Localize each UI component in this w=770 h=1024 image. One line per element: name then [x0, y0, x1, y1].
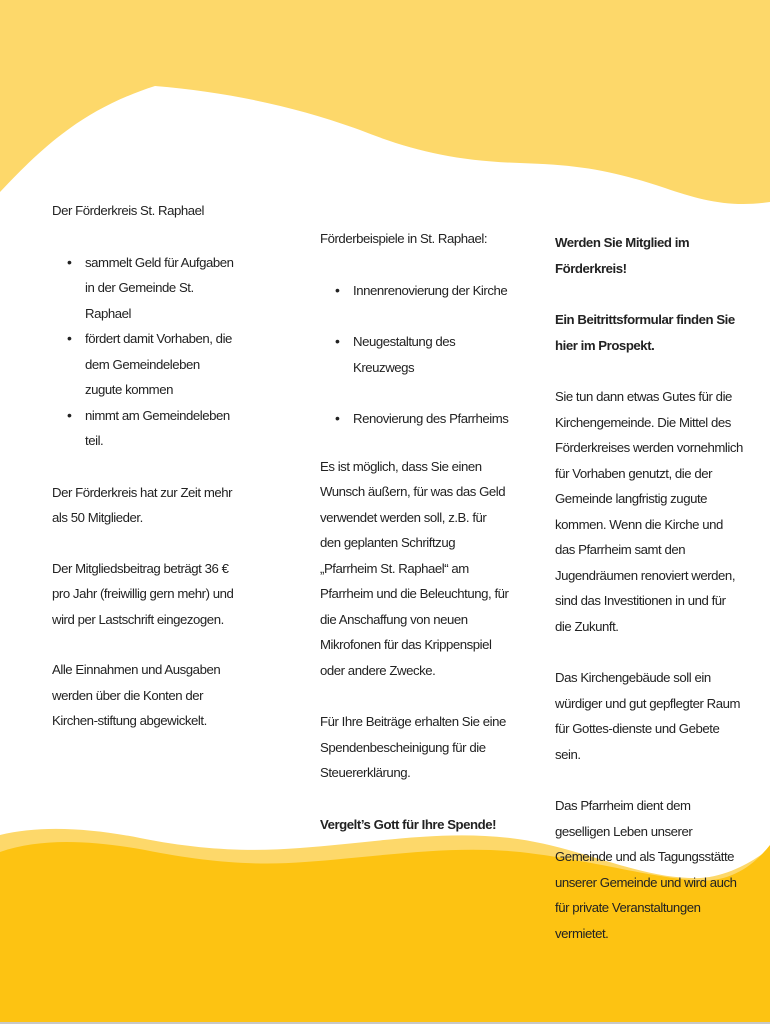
wish-paragraph: Es ist möglich, dass Sie einen Wunsch äußern, für was das Geld verwendet werden soll, z.B. für den geplanten Schriftzug „Pfarrheim St. Raphael“ am Pfarrheim und die Beleuchtung, für die Anschaffung von neuen Mikrofonen für das Krippenspiel oder andere Zwecke. [320, 458, 509, 678]
top-wave-background [0, 0, 770, 204]
col1-bullet-list [52, 250, 237, 454]
col1-heading: Der Förderkreis St. Raphael [52, 203, 205, 218]
col3-heading: Werden Sie Mitglied im Förderkreis! [555, 235, 690, 276]
receipt-paragraph: Für Ihre Beiträge erhalten Sie eine Spendenbescheinigung für die Steuererklärung. [320, 714, 506, 780]
form-hint: Ein Beitrittsformular finden Sie hier im Prospekt. [555, 312, 735, 353]
list-item: • nimmt am Gemeindeleben teil. [52, 403, 237, 454]
list-item: • Renovierung des Pfarrheims [320, 406, 510, 432]
column-mitglied-werden [555, 230, 745, 946]
church-paragraph: Das Kirchengebäude soll ein würdiger und gut gepflegter Raum für Gottes-dienste und Gebete sein. [555, 670, 740, 762]
list-item: • Neugestaltung des Kreuzwegs [320, 329, 510, 380]
list-item: • Innenrenovierung der Kirche [320, 278, 510, 304]
members-paragraph: Der Förderkreis hat zur Zeit mehr als 50 Mitglieder. [52, 484, 233, 525]
list-item: • sammelt Geld für Aufgaben in der Gemeinde St. Raphael [52, 250, 237, 327]
good-paragraph: Sie tun dann etwas Gutes für die Kirchengemeinde. Die Mittel des Förderkreises werden vornehmlich für Vorhaben genutzt, die der Gemeinde langfristig zugute kommen. Wenn die Kirche und das Pfarrheim samt den Jugendräumen renoviert werden, sind das Investitionen in und für die Zukunft. [555, 389, 743, 634]
col2-heading: Förderbeispiele in St. Raphael: [320, 231, 488, 246]
column-foerderkreis [52, 198, 237, 734]
col2-item-list [320, 278, 510, 432]
fee-paragraph: Der Mitgliedsbeitrag beträgt 36 € pro Jahr (freiwillig gern mehr) und wird per Lastschrift eingezogen. [52, 560, 234, 627]
list-item: • fördert damit Vorhaben, die dem Gemeindeleben zugute kommen [52, 326, 237, 403]
thanks-text: Vergelt’s Gott für Ihre Spende! [320, 816, 497, 832]
income-paragraph: Alle Einnahmen und Ausgaben werden über die Konten der Kirchen-stiftung abgewickelt. [52, 662, 221, 728]
column-foerderbeispiele [320, 226, 510, 837]
hall-paragraph: Das Pfarrheim dient dem geselligen Leben unserer Gemeinde und als Tagungsstätte unserer Gemeinde und wird auch für private Veranstaltungen vermietet. [555, 798, 737, 941]
